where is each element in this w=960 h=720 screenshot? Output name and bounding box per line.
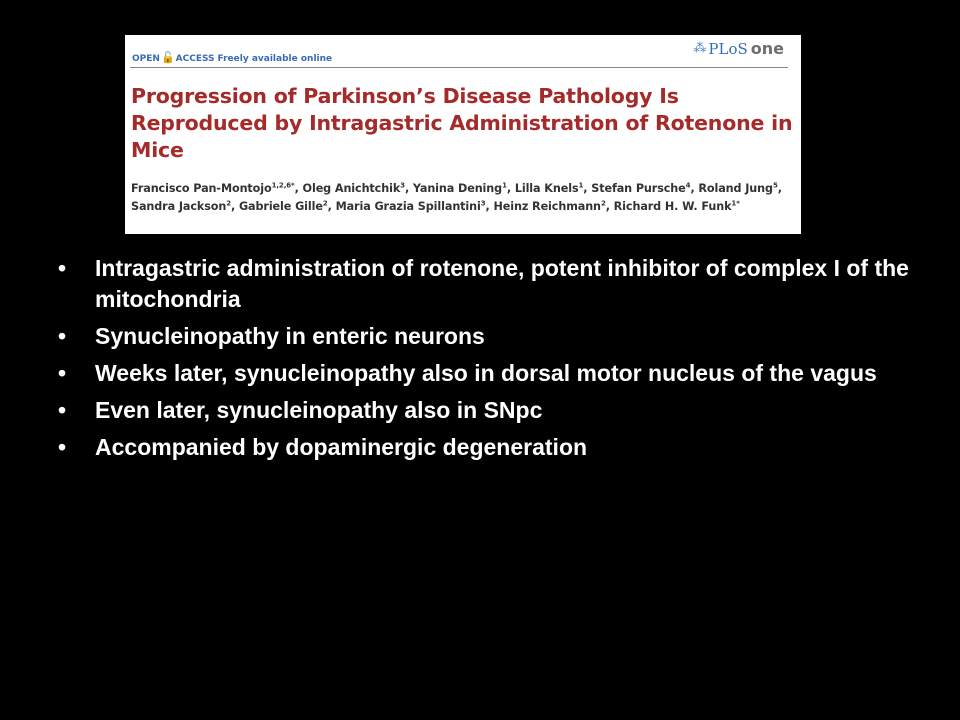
author-name: Maria Grazia Spillantini [335, 200, 481, 213]
author [698, 182, 777, 195]
author-affiliation: 1* [731, 199, 740, 208]
author [131, 182, 295, 195]
author-name: Richard H. W. Funk [613, 200, 732, 213]
author [336, 200, 486, 213]
author-name: Sandra Jackson [131, 200, 227, 213]
bullet-item [58, 395, 918, 426]
bullet-marker: • [58, 397, 67, 423]
bullet-text: Intragastric administration of rotenone, potent inhibitor of complex I of the mitochondria [95, 255, 909, 312]
bullet-item [58, 432, 918, 463]
author-affiliation: 2 [600, 199, 606, 208]
open-lock-icon: 🔓 [160, 51, 175, 64]
author-name: Roland Jung [698, 182, 773, 195]
author [239, 200, 328, 213]
paper-title: Progression of Parkinson’s Disease Pathology Is Reproduced by Intragastric Administration of Rotenone in Mice [131, 84, 793, 162]
bullet-list [58, 253, 918, 469]
bullet-text: Accompanied by dopaminergic degeneration [95, 434, 588, 460]
author-name: Lilla Knels [514, 182, 579, 195]
author [131, 200, 231, 213]
author [515, 182, 583, 195]
author [591, 182, 690, 195]
author [413, 182, 507, 195]
author-name: Yanina Dening [412, 182, 503, 195]
bullet-marker: • [58, 323, 67, 349]
plos-one-logo [693, 39, 784, 58]
author-name: Stefan Pursche [591, 182, 686, 195]
author-affiliation: 1,2,6* [271, 181, 295, 190]
open-access-open-text: OPEN [132, 54, 160, 64]
open-access-access-text: ACCESS [175, 54, 215, 64]
author [614, 200, 740, 213]
author-affiliation: 1 [502, 181, 507, 190]
author [303, 182, 405, 195]
bullet-marker: • [58, 360, 67, 386]
bullet-item [58, 358, 918, 389]
author-name: Oleg Anichtchik [302, 182, 401, 195]
author-affiliation: 2 [226, 199, 232, 208]
plos-logo-icon: ⁂ [693, 41, 707, 56]
bullet-marker: • [58, 255, 67, 281]
bullet-item [58, 321, 918, 352]
author-name: Francisco Pan-Montojo [131, 182, 272, 195]
author-affiliation: 3 [480, 199, 486, 208]
bullet-item [58, 253, 918, 315]
bullet-text: Weeks later, synucleinopathy also in dorsal motor nucleus of the vagus [95, 360, 877, 386]
open-access-banner [132, 51, 332, 64]
author-affiliation: 4 [685, 181, 691, 190]
header-divider [130, 67, 788, 68]
bullet-marker: • [58, 434, 67, 460]
bullet-text: Even later, synucleinopathy also in SNpc [95, 397, 543, 423]
open-access-free-text: Freely available online [217, 54, 333, 64]
plos-one-text: one [750, 39, 784, 58]
author-affiliation: 3 [400, 181, 405, 190]
author [494, 200, 606, 213]
journal-bar [130, 39, 784, 67]
author-affiliation: 1 [578, 181, 584, 190]
paper-authors: Francisco Pan-Montojo$^{1,2,6*}$, Oleg Anichtchik$^3$, Yanina Dening$^1$, Lilla Knels$^1$, Stefan Pursche$^4$, Roland Jung$^5$, Sandra Jackson$^2$, Gabriele Gille$^2$, Maria Grazia Spillantini$^3$, Heinz Reichmann$^2$, Richard H. W. Funk$^{1*}$ [131, 181, 782, 213]
author-affiliation: 5 [772, 181, 778, 190]
bullet-text: Synucleinopathy in enteric neurons [95, 323, 485, 349]
paper-header-image [125, 35, 801, 234]
plos-text: PLoS [708, 40, 748, 58]
author-affiliation: 2 [322, 199, 328, 208]
author-name: Gabriele Gille [238, 200, 323, 213]
author-name: Heinz Reichmann [493, 200, 601, 213]
